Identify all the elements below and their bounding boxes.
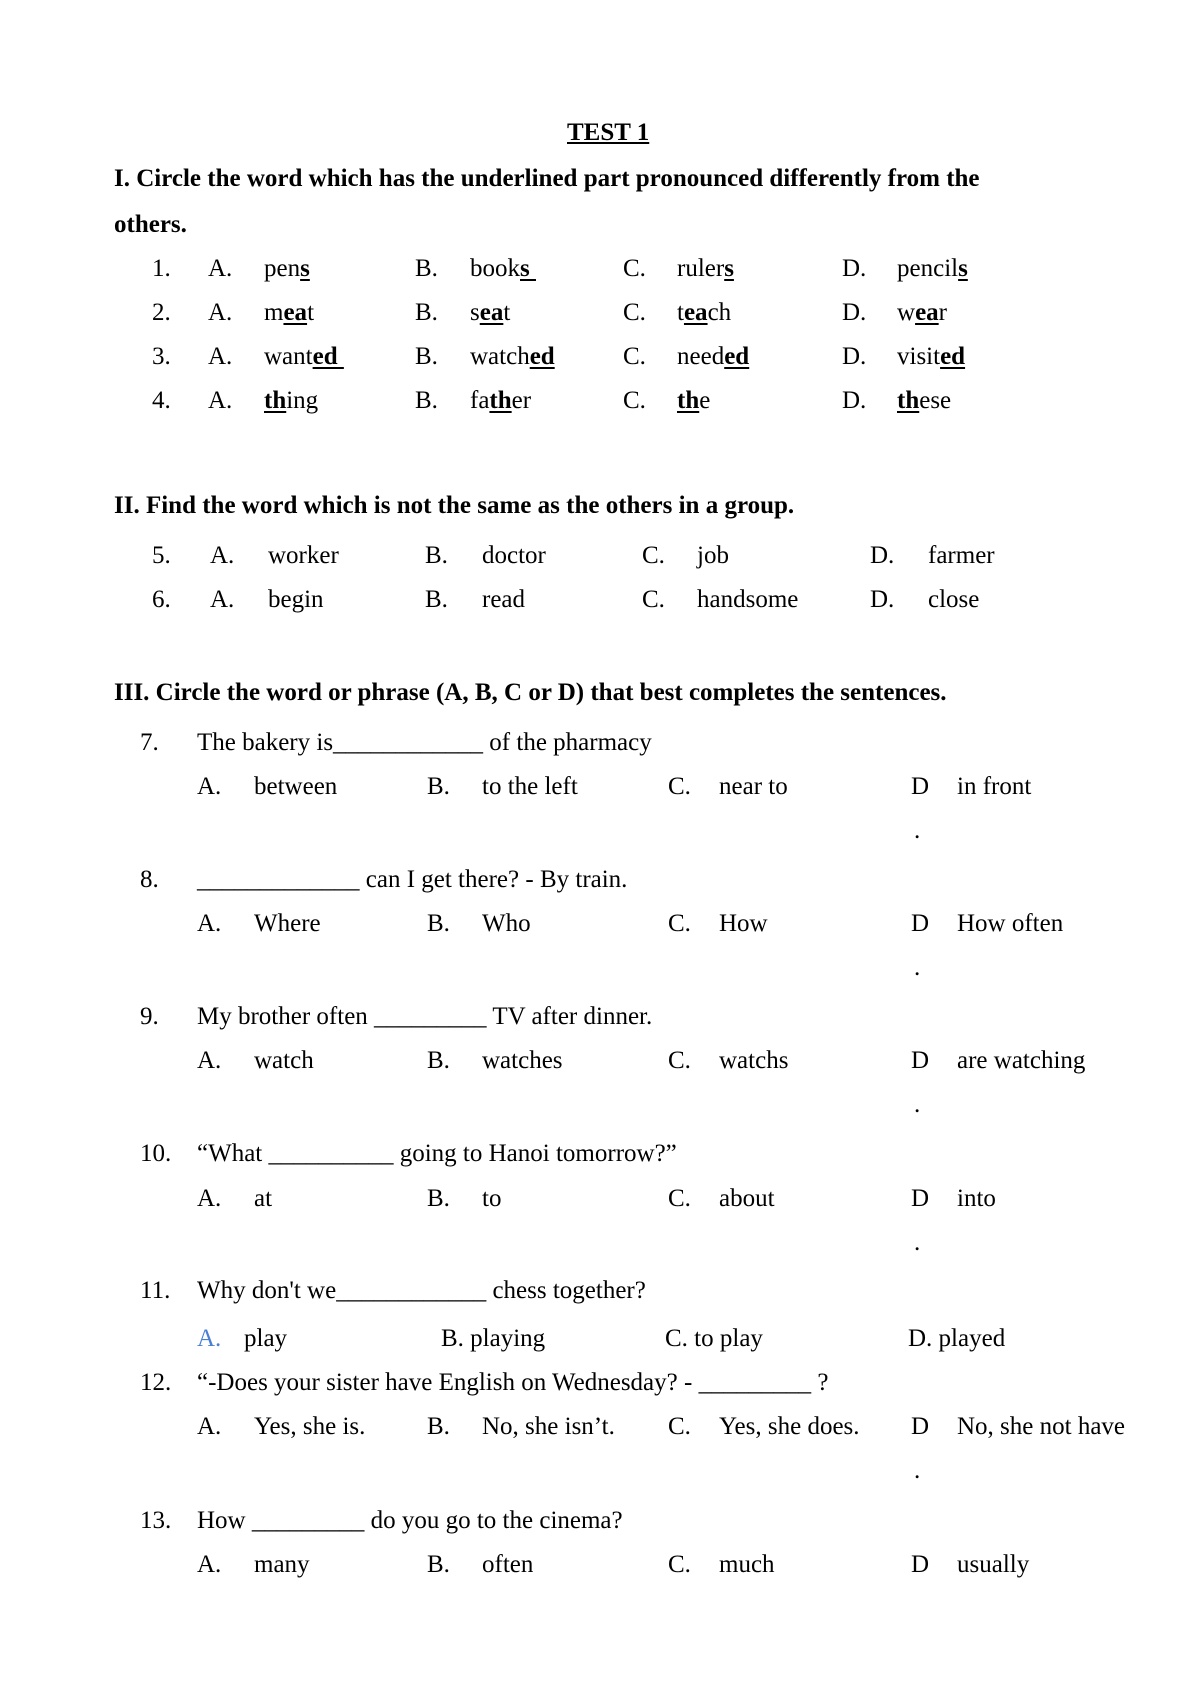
option-c[interactable]: about bbox=[719, 1185, 775, 1212]
page-title: TEST 1 bbox=[567, 119, 650, 146]
option-a[interactable]: begin bbox=[268, 586, 324, 613]
question-number: 1. bbox=[152, 255, 171, 282]
option-d[interactable]: in front bbox=[957, 773, 1032, 800]
option-b[interactable]: often bbox=[482, 1551, 534, 1578]
question-stem: _____________ can I get there? - By train. bbox=[197, 866, 628, 893]
option-d-dot: . bbox=[914, 1457, 921, 1484]
option-letter: C. bbox=[668, 1185, 691, 1212]
option-letter: C. bbox=[668, 1551, 691, 1578]
option-c[interactable]: near to bbox=[719, 773, 788, 800]
option-letter: B. bbox=[425, 542, 448, 569]
question-stem: “-Does your sister have English on Wednesday? - _________ ? bbox=[197, 1369, 829, 1396]
option-letter: B. bbox=[425, 586, 448, 613]
question-number: 8. bbox=[140, 866, 159, 893]
option-a[interactable]: play bbox=[244, 1325, 288, 1352]
option-a[interactable]: many bbox=[254, 1551, 310, 1578]
option-letter: B. bbox=[427, 1047, 450, 1074]
option-a[interactable]: thing bbox=[264, 387, 319, 414]
option-a[interactable]: meat bbox=[264, 299, 315, 326]
option-letter: A. bbox=[208, 343, 233, 370]
question-number: 6. bbox=[152, 586, 171, 613]
option-d[interactable]: pencils bbox=[897, 255, 968, 282]
question-number: 10. bbox=[140, 1140, 172, 1167]
section-2-heading: II. Find the word which is not the same as the others in a group. bbox=[114, 492, 795, 519]
question-number: 9. bbox=[140, 1003, 159, 1030]
option-a[interactable]: wanted bbox=[264, 343, 344, 370]
option-letter: D. bbox=[842, 343, 867, 370]
option-d[interactable]: these bbox=[897, 387, 952, 414]
question-stem: My brother often _________ TV after dinner. bbox=[197, 1003, 653, 1030]
option-letter: B. bbox=[415, 387, 438, 414]
option-letter: B. bbox=[427, 1413, 450, 1440]
option-b[interactable]: to the left bbox=[482, 773, 578, 800]
option-letter: C. bbox=[668, 1047, 691, 1074]
option-c[interactable]: needed bbox=[677, 343, 750, 370]
question-number: 3. bbox=[152, 343, 171, 370]
option-d[interactable]: No, she not have bbox=[957, 1413, 1126, 1440]
option-c[interactable]: the bbox=[677, 387, 711, 414]
option-d[interactable]: How often bbox=[957, 910, 1064, 937]
option-c[interactable]: job bbox=[697, 542, 729, 569]
option-b[interactable]: B. playing bbox=[441, 1325, 546, 1352]
option-letter: C. bbox=[623, 299, 646, 326]
option-d[interactable]: close bbox=[928, 586, 980, 613]
option-c[interactable]: Yes, she does. bbox=[719, 1413, 860, 1440]
section-1-heading-cont: others. bbox=[114, 211, 187, 238]
option-b[interactable]: books bbox=[470, 255, 536, 282]
option-d[interactable]: D. played bbox=[908, 1325, 1006, 1352]
option-letter: A. bbox=[197, 910, 222, 937]
option-letter: A. bbox=[197, 1185, 222, 1212]
option-c[interactable]: handsome bbox=[697, 586, 799, 613]
section-1-heading: I. Circle the word which has the underlined part pronounced differently from the bbox=[114, 165, 980, 192]
option-letter: D bbox=[911, 1185, 930, 1212]
question-number: 2. bbox=[152, 299, 171, 326]
option-letter: D bbox=[911, 1047, 930, 1074]
option-letter: B. bbox=[427, 1551, 450, 1578]
option-letter: A. bbox=[208, 299, 233, 326]
option-b[interactable]: No, she isn’t. bbox=[482, 1413, 615, 1440]
option-c[interactable]: How bbox=[719, 910, 768, 937]
option-d-dot: . bbox=[914, 1229, 921, 1256]
section-3-heading: III. Circle the word or phrase (A, B, C or D) that best completes the sentences. bbox=[114, 679, 947, 706]
option-letter: C. bbox=[623, 255, 646, 282]
option-d[interactable]: into bbox=[957, 1185, 996, 1212]
option-letter: C. bbox=[623, 387, 646, 414]
option-c[interactable]: rulers bbox=[677, 255, 734, 282]
question-number: 12. bbox=[140, 1369, 172, 1396]
option-letter: D. bbox=[842, 299, 867, 326]
option-b[interactable]: father bbox=[470, 387, 532, 414]
option-d[interactable]: wear bbox=[897, 299, 947, 326]
option-a[interactable]: Yes, she is. bbox=[254, 1413, 366, 1440]
question-stem: Why don't we____________ chess together? bbox=[197, 1277, 646, 1304]
option-a[interactable]: worker bbox=[268, 542, 339, 569]
option-letter: C. bbox=[668, 910, 691, 937]
option-letter: B. bbox=[427, 773, 450, 800]
option-letter: A. bbox=[197, 1551, 222, 1578]
option-d[interactable]: usually bbox=[957, 1551, 1030, 1578]
option-c[interactable]: much bbox=[719, 1551, 775, 1578]
option-c[interactable]: teach bbox=[677, 299, 732, 326]
option-letter: D bbox=[911, 773, 930, 800]
question-stem: “What __________ going to Hanoi tomorrow?” bbox=[197, 1140, 677, 1167]
option-a[interactable]: Where bbox=[254, 910, 321, 937]
option-letter: A. bbox=[197, 1325, 222, 1352]
option-letter: D bbox=[911, 1551, 930, 1578]
option-d[interactable]: visited bbox=[897, 343, 966, 370]
option-letter: C. bbox=[642, 542, 665, 569]
option-letter: B. bbox=[415, 255, 438, 282]
option-c[interactable]: watchs bbox=[719, 1047, 789, 1074]
option-letter: B. bbox=[427, 910, 450, 937]
option-d[interactable]: are watching bbox=[957, 1047, 1086, 1074]
option-a[interactable]: pens bbox=[264, 255, 310, 282]
option-letter: A. bbox=[197, 1413, 222, 1440]
option-letter: A. bbox=[208, 387, 233, 414]
option-c[interactable]: C. to play bbox=[665, 1325, 763, 1352]
option-letter: C. bbox=[668, 1413, 691, 1440]
option-b[interactable]: watches bbox=[482, 1047, 563, 1074]
option-letter: C. bbox=[642, 586, 665, 613]
option-letter: D bbox=[911, 910, 930, 937]
option-b[interactable]: to bbox=[482, 1185, 502, 1212]
option-letter: B. bbox=[415, 299, 438, 326]
question-number: 7. bbox=[140, 729, 159, 756]
option-letter: C. bbox=[623, 343, 646, 370]
option-b[interactable]: Who bbox=[482, 910, 531, 937]
option-letter: B. bbox=[427, 1185, 450, 1212]
option-letter: B. bbox=[415, 343, 438, 370]
option-d-dot: . bbox=[914, 954, 921, 981]
option-d-dot: . bbox=[914, 817, 921, 844]
question-number: 13. bbox=[140, 1507, 172, 1534]
option-letter: C. bbox=[668, 773, 691, 800]
question-stem: How _________ do you go to the cinema? bbox=[197, 1507, 623, 1534]
option-a[interactable]: watch bbox=[254, 1047, 314, 1074]
option-b[interactable]: doctor bbox=[482, 542, 546, 569]
question-number: 4. bbox=[152, 387, 171, 414]
option-letter: A. bbox=[197, 773, 222, 800]
option-letter: D. bbox=[842, 387, 867, 414]
question-stem: The bakery is____________ of the pharmacy bbox=[197, 729, 652, 756]
option-letter: A. bbox=[210, 542, 235, 569]
question-number: 11. bbox=[140, 1277, 171, 1304]
option-letter: D. bbox=[842, 255, 867, 282]
option-b[interactable]: read bbox=[482, 586, 526, 613]
option-letter: A. bbox=[210, 586, 235, 613]
option-letter: D. bbox=[870, 586, 895, 613]
option-letter: D. bbox=[870, 542, 895, 569]
option-b[interactable]: watched bbox=[470, 343, 555, 370]
option-a[interactable]: at bbox=[254, 1185, 273, 1212]
option-d[interactable]: farmer bbox=[928, 542, 995, 569]
option-letter: A. bbox=[197, 1047, 222, 1074]
option-letter: A. bbox=[208, 255, 233, 282]
question-number: 5. bbox=[152, 542, 171, 569]
option-a[interactable]: between bbox=[254, 773, 338, 800]
option-letter: D bbox=[911, 1413, 930, 1440]
option-b[interactable]: seat bbox=[470, 299, 511, 326]
option-d-dot: . bbox=[914, 1091, 921, 1118]
